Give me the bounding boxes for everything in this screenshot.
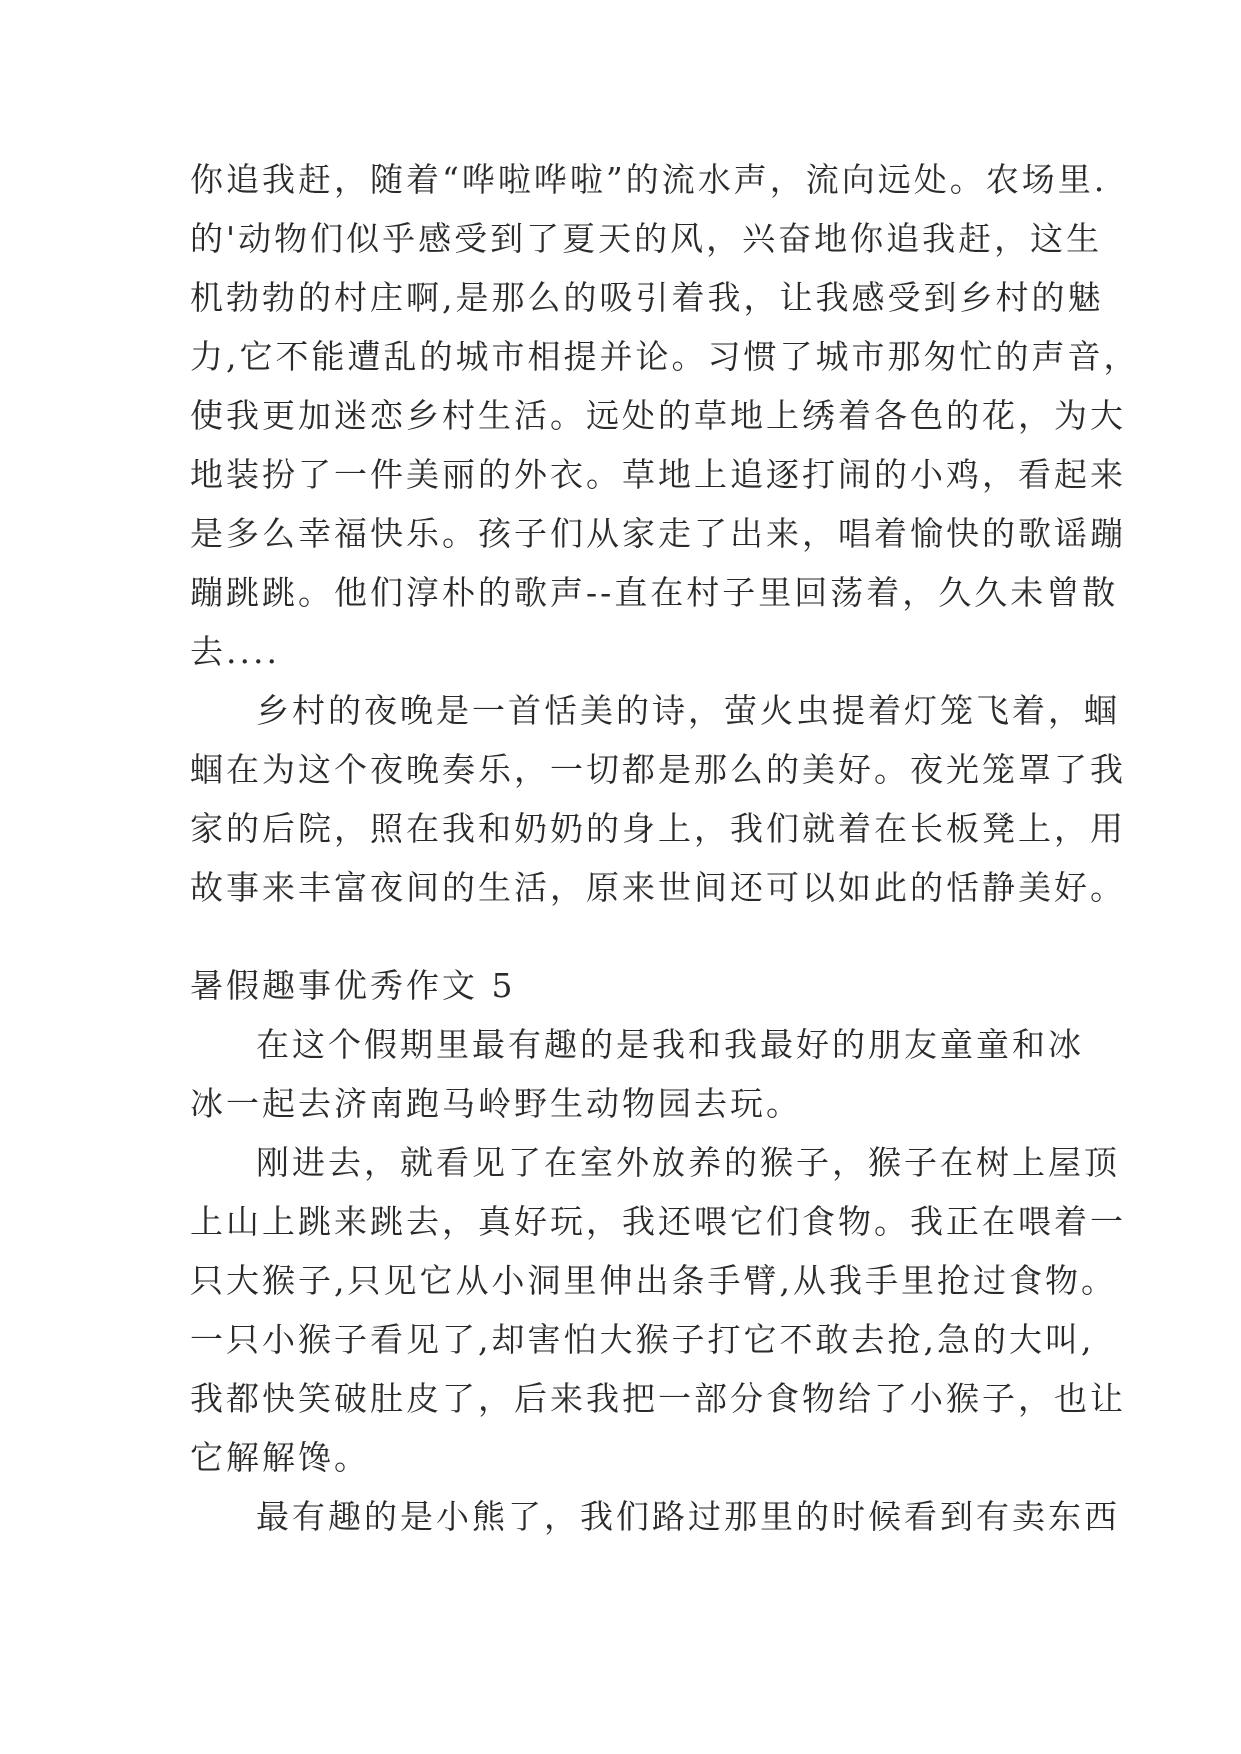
paragraph-bears (190, 1493, 1120, 1541)
text-line: 冰一起去济南跑马岭野生动物园去玩。 (190, 1084, 802, 1123)
paragraph-intro (190, 1021, 1084, 1128)
text-line: 地装扮了一件美丽的外衣。草地上追逐打闹的小鸡，看起来 (190, 455, 1126, 494)
text-line: 最有趣的是小熊了，我们路过那里的时候看到有卖东西 (256, 1497, 1120, 1536)
text-line: 蝈在为这个夜晚奏乐，一切都是那么的美好。夜光笼罩了我 (190, 750, 1126, 789)
text-line: 的'动物们似乎感受到了夏天的风，兴奋地你追我赶，这生 (190, 219, 1103, 258)
text-line: 只大猴子,只见它从小洞里伸出条手臂,从我手里抢过食物。 (190, 1261, 1117, 1300)
text-line: 是多么幸福快乐。孩子们从家走了出来，唱着愉快的歌谣蹦 (190, 514, 1126, 553)
document-body (190, 156, 1140, 1552)
text-line: 乡村的夜晚是一首恬美的诗，萤火虫提着灯笼飞着，蝈 (256, 691, 1120, 730)
text-line: 它解解馋。 (190, 1438, 370, 1477)
text-line: 家的后院，照在我和奶奶的身上，我们就着在长板凳上，用 (190, 809, 1126, 848)
text-line: 上山上跳来跳去，真好玩，我还喂它们食物。我正在喂着一 (190, 1202, 1126, 1241)
paragraph-continued (190, 156, 1140, 676)
text-line: 机勃勃的村庄啊,是那么的吸引着我，让我感受到乡村的魅 (190, 278, 1104, 317)
paragraph-village-night (190, 687, 1126, 912)
text-line: 在这个假期里最有趣的是我和我最好的朋友童童和冰 (256, 1025, 1084, 1064)
text-line: 刚进去，就看见了在室外放养的猴子，猴子在树上屋顶 (256, 1143, 1120, 1182)
text-line: 力,它不能遭乱的城市相提并论。习惯了城市那匆忙的声音， (190, 337, 1140, 376)
text-line: 使我更加迷恋乡村生活。远处的草地上绣着各色的花，为大 (190, 396, 1126, 435)
text-line: 蹦跳跳。他们淳朴的歌声--直在村子里回荡着，久久未曾散 (190, 573, 1119, 612)
text-line: 故事来丰富夜间的生活，原来世间还可以如此的恬静美好。 (190, 868, 1126, 907)
text-line: 一只小猴子看见了,却害怕大猴子打它不敢去抢,急的大叫, (190, 1320, 1095, 1359)
text-line: 去.... (190, 632, 280, 671)
text-line: 你追我赶，随着“哗啦哗啦”的流水声，流向远处。农场里. (190, 160, 1108, 199)
text-line: 我都快笑破肚皮了，后来我把一部分食物给了小猴子，也让 (190, 1379, 1126, 1418)
paragraph-monkeys (190, 1139, 1126, 1482)
essay-heading: 暑假趣事优秀作文 5 (190, 966, 516, 1005)
